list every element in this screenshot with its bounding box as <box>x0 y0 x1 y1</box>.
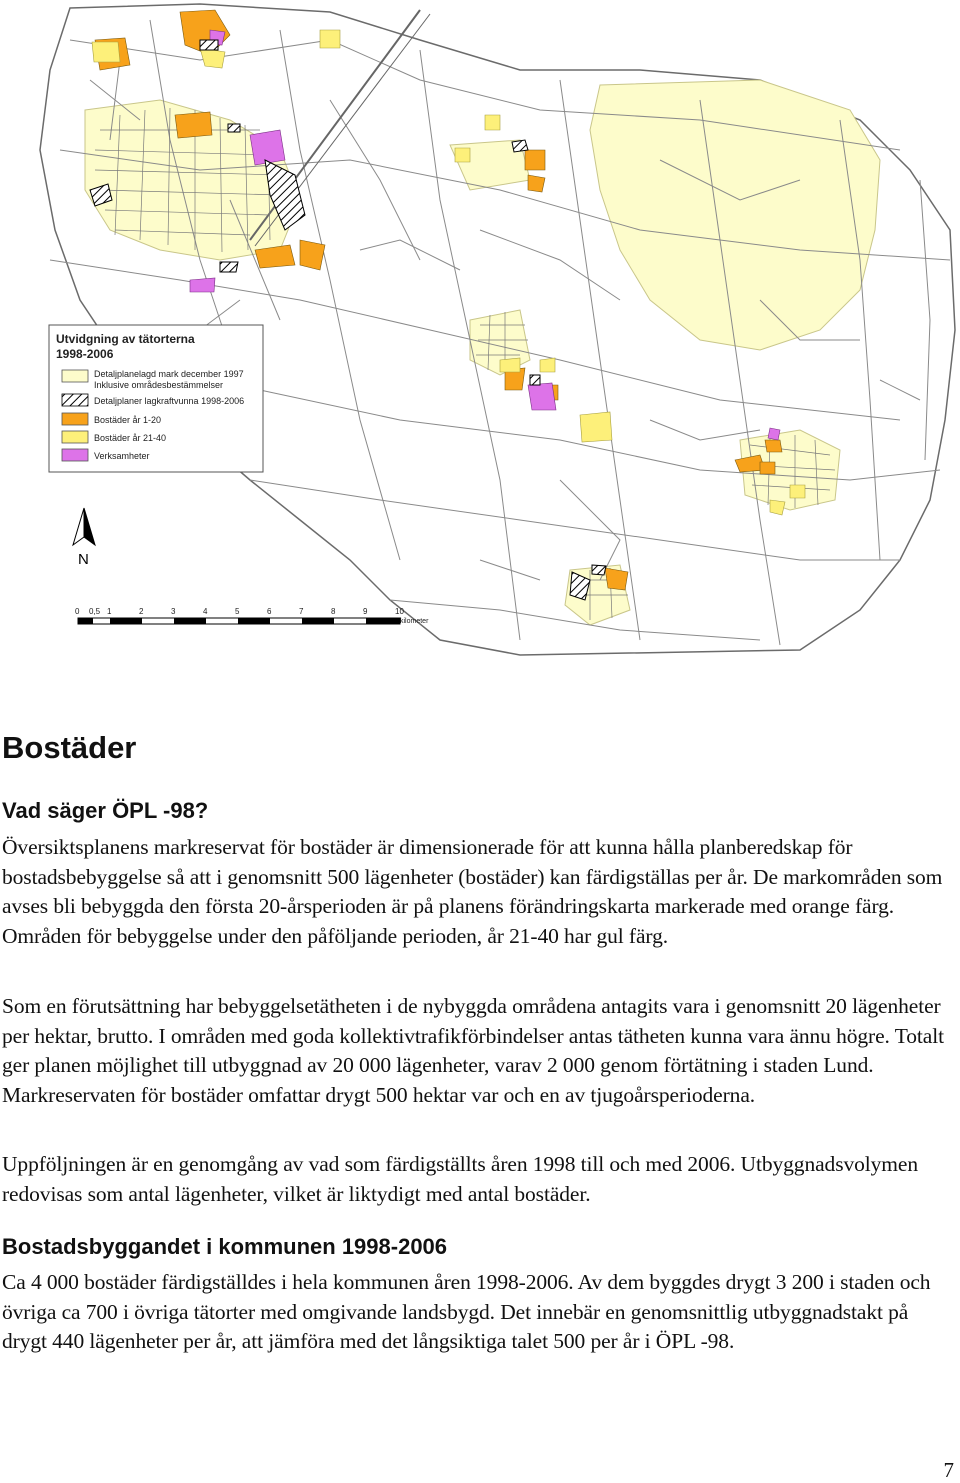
scale-tick-label: 9 <box>363 607 368 616</box>
map-svg <box>0 0 960 660</box>
section-title-opl: Vad säger ÖPL -98? <box>2 798 209 823</box>
legend-swatch-housing-1-20 <box>62 413 88 425</box>
north-label: N <box>78 551 89 568</box>
legend-label-planned: Detaljplanelagd mark december 1997 <box>94 369 244 379</box>
scale-bar <box>75 607 429 625</box>
paragraph-opl-intro: Översiktsplanens markreservat för bostäder är dimensionerade för att kunna hålla planberedskap för bostadsbebyggelse så att i genomsnitt 500 lägenheter (bostäder) kan färdigställas per år. De markområden som avses bli bebyggda den första 20-årsperioden är på planens förändringskarta markerade med orange färg. Områden för bebyggelse under den påföljande perioden, år 21-40 har gul färg. <box>2 835 943 948</box>
expansion-map <box>0 0 960 660</box>
page-heading: Bostäder <box>2 730 137 765</box>
legend-title: Utvidgning av tätorterna <box>56 332 195 346</box>
legend-swatch-industry <box>62 449 88 461</box>
scale-tick-label: 6 <box>267 607 272 616</box>
legend-label-industry: Verksamheter <box>94 451 150 461</box>
scale-tick-label: 7 <box>299 607 304 616</box>
legend-label-adopted: Detaljplaner lagkraftvunna 1998-2006 <box>94 396 245 406</box>
scale-tick-label: 3 <box>171 607 176 616</box>
page-number: 7 <box>943 1458 954 1482</box>
legend-label-housing-1-20: Bostäder år 1-20 <box>94 415 162 425</box>
paragraph-followup: Uppföljningen är en genomgång av vad som färdigställts åren 1998 till och med 2006. Utbyggnadsvolymen redovisas som antal lägenheter, vilket är liktydigt med antal bostäder. <box>2 1152 919 1206</box>
paragraph-housing-stats: Ca 4 000 bostäder färdigställdes i hela kommunen åren 1998-2006. Av dem byggdes drygt 3 200 i staden och övriga ca 700 i övriga tätorter med omgivande landsbygd. Det innebär en genomsnittlig utbyggnadstakt på drygt 440 lägenheter per år, att jämföra med det långsiktiga talet 500 per år i ÖPL -98. <box>2 1270 931 1353</box>
scale-tick-label: 0 <box>75 607 80 616</box>
paragraph-density: Som en förutsättning har bebyggelsetätheten i de nybyggda områdena antagits vara i genomsnitt 20 lägenheter per hektar, brutto. I områden med goda kollektivtrafikförbindelser antas tätheten kunna vara ännu högre. Totalt ger planen möjlighet till utbyggnad av 20 000 lägenheter, varav 2 000 genom förtätning i staden Lund. Markreservaten för bostäder omfattar drygt 500 hektar var och en av tjugoårsperioderna. <box>2 994 944 1107</box>
legend-label-housing-21-40: Bostäder år 21-40 <box>94 433 167 443</box>
scale-tick-label: 4 <box>203 607 208 616</box>
section-title-housing-construction: Bostadsbyggandet i kommunen 1998-2006 <box>2 1234 448 1259</box>
legend-swatch-planned <box>62 370 88 382</box>
map-legend <box>49 325 263 472</box>
north-arrow-icon <box>73 508 95 568</box>
scale-tick-label: 1 <box>107 607 112 616</box>
legend-swatch-housing-21-40 <box>62 431 88 443</box>
scale-tick-label: 10 <box>395 607 404 616</box>
scale-tick-label: 8 <box>331 607 336 616</box>
legend-label-planned-sub: Inklusive områdesbestämmelser <box>94 380 224 390</box>
legend-subtitle: 1998-2006 <box>56 347 114 361</box>
scale-tick-label: 5 <box>235 607 240 616</box>
scale-tick-label: 2 <box>139 607 144 616</box>
scale-tick-label: 0,5 <box>89 607 101 616</box>
scale-unit: kilometer <box>400 618 429 625</box>
legend-swatch-adopted <box>62 394 88 406</box>
